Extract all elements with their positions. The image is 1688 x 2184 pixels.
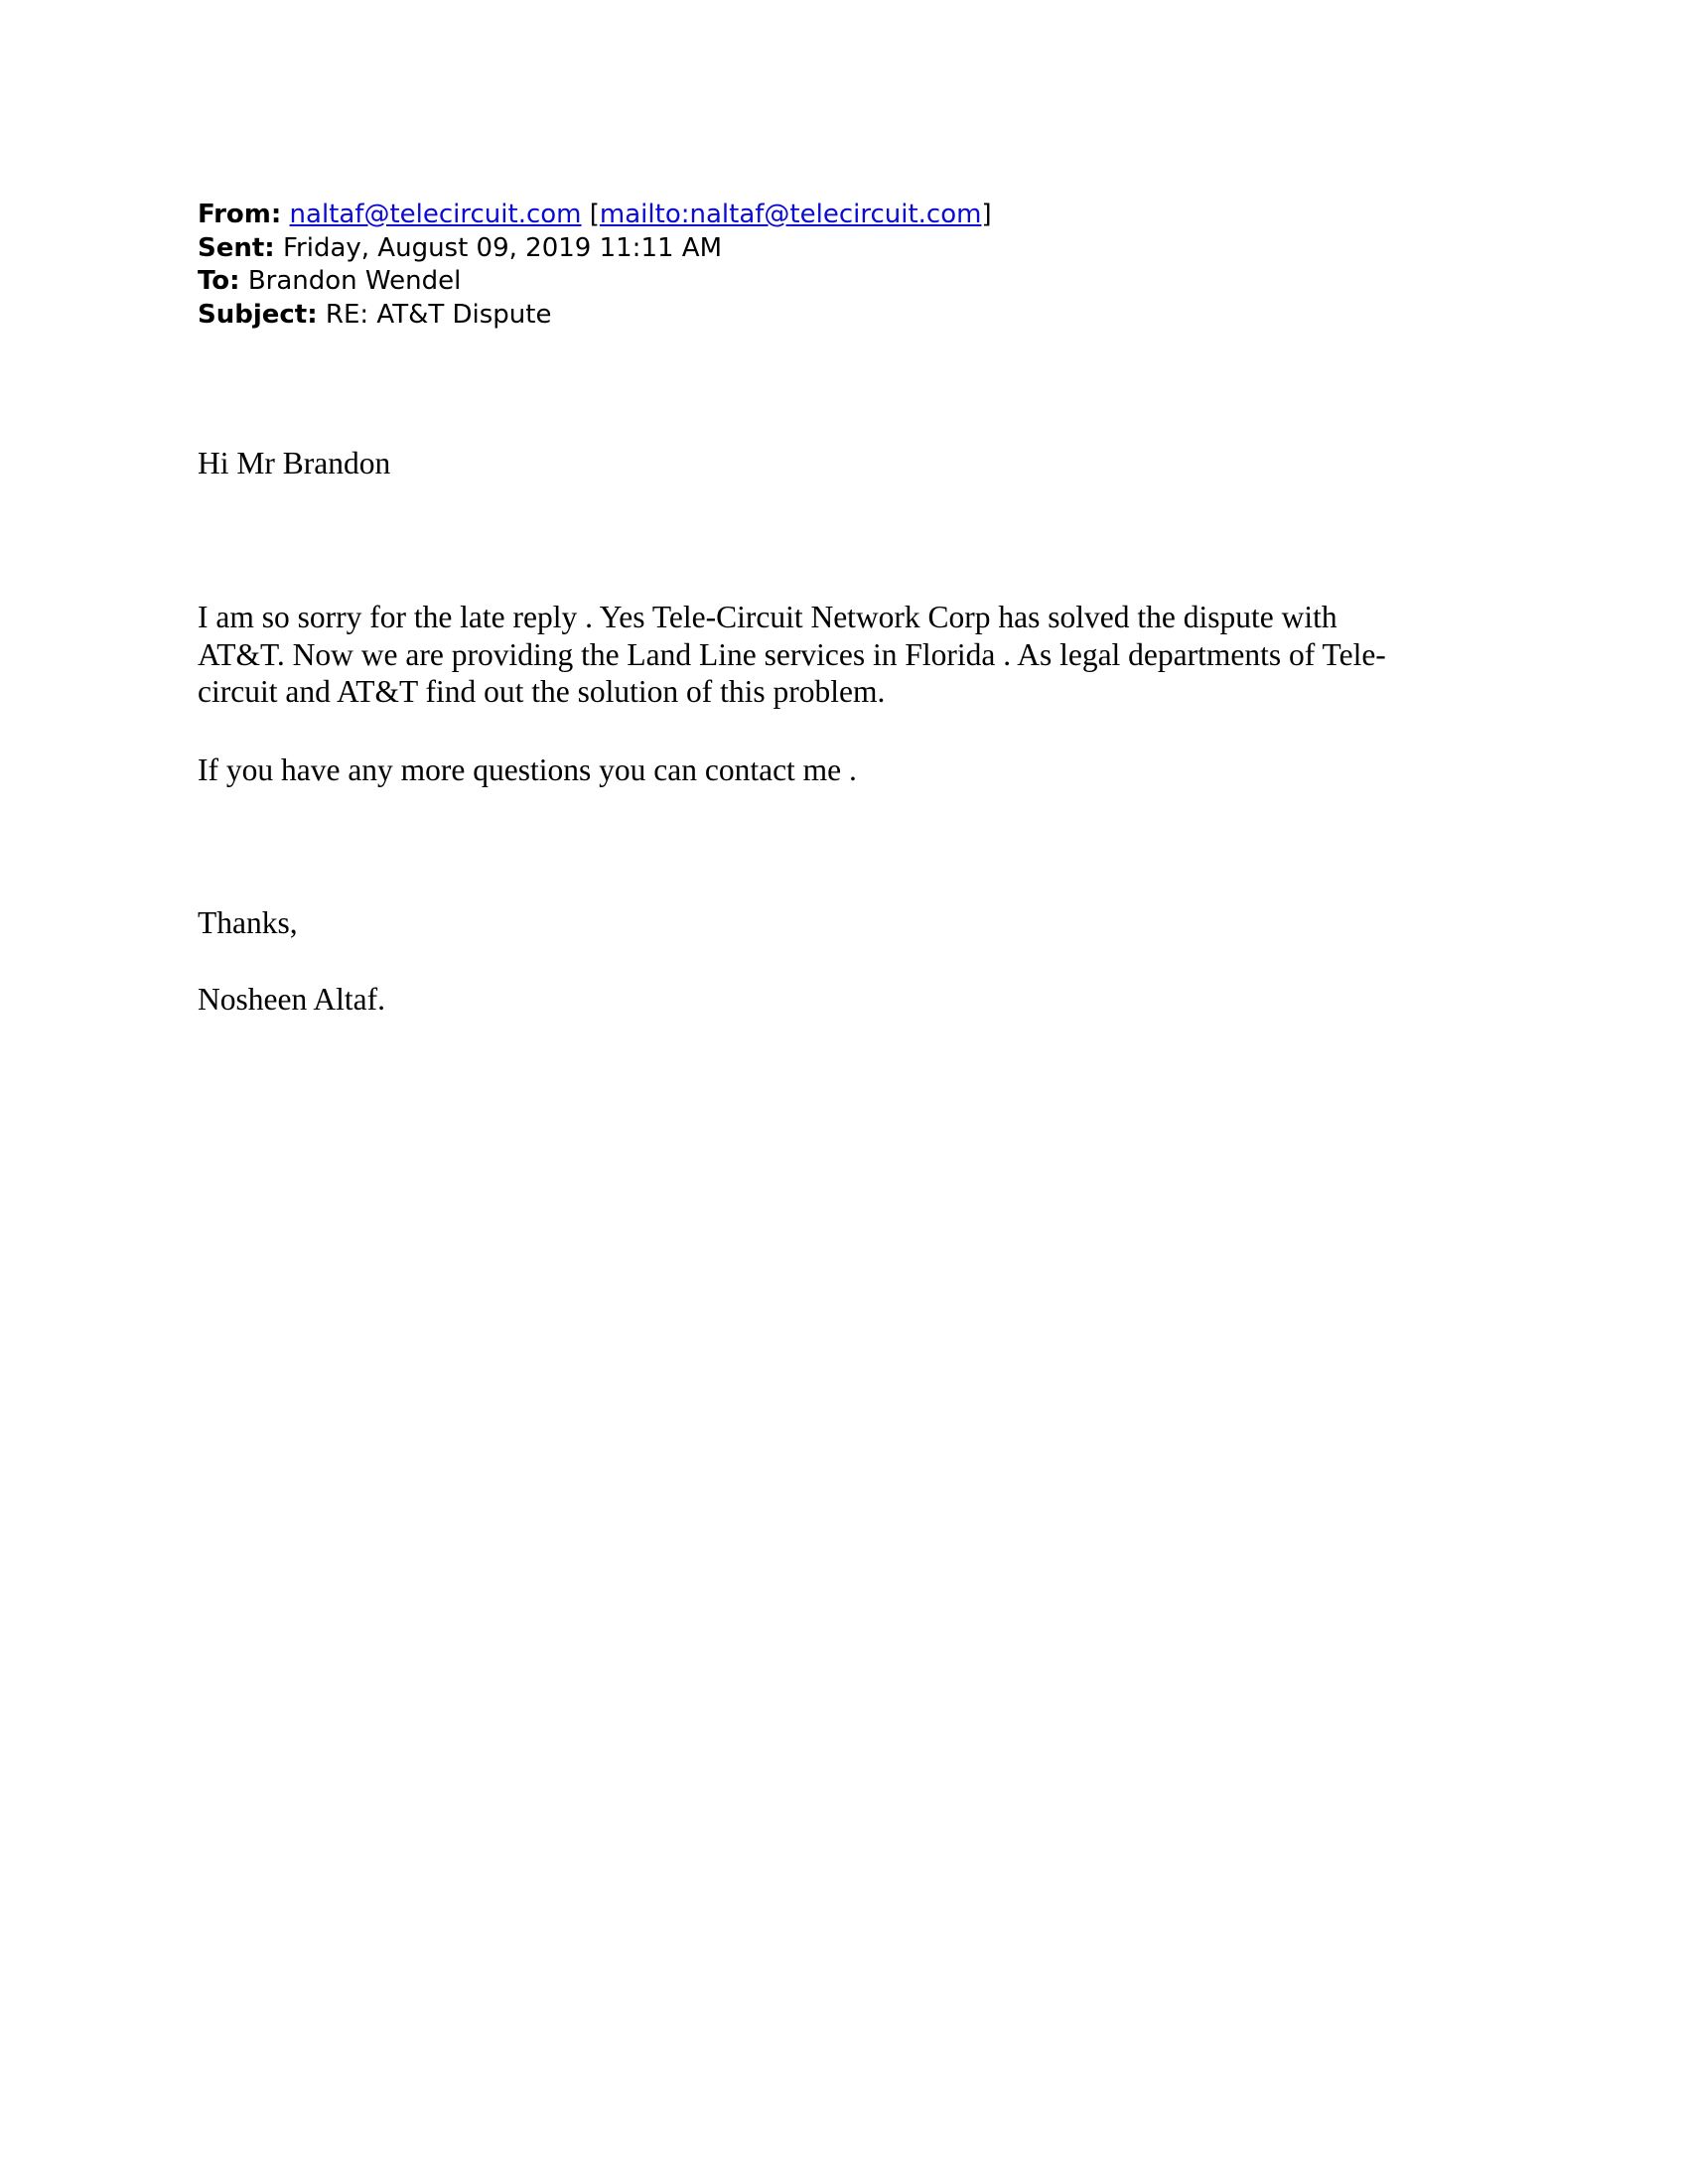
to-label: To: <box>198 266 240 296</box>
body-paragraph <box>198 599 1498 711</box>
subject-label: Subject: <box>198 299 318 330</box>
from-address-link[interactable]: naltaf@telecircuit.com <box>289 200 582 229</box>
sent-row <box>198 232 1488 266</box>
to-row <box>198 265 1488 299</box>
subject-value: RE: AT&T Dispute <box>325 299 552 330</box>
paragraph-line: circuit and AT&T find out the solution of this problem. <box>198 674 886 709</box>
sent-value: Friday, August 09, 2019 11:11 AM <box>282 232 723 263</box>
from-label: From: <box>198 200 282 229</box>
closing: Thanks, <box>198 905 298 940</box>
contact-line: If you have any more questions you can contact me . <box>198 752 857 787</box>
from-row <box>198 199 1488 232</box>
bracket-close: ] <box>981 200 992 229</box>
mailto-link[interactable]: mailto:naltaf@telecircuit.com <box>599 200 982 229</box>
email-header <box>198 199 1488 332</box>
to-value: Brandon Wendel <box>247 266 462 296</box>
bracket-open: [ <box>589 200 600 229</box>
paragraph-line: AT&T. Now we are providing the Land Line services in Florida . As legal departments of Tele- <box>198 636 1386 672</box>
greeting: Hi Mr Brandon <box>198 446 391 480</box>
subject-row <box>198 299 1488 333</box>
sent-label: Sent: <box>198 232 275 263</box>
paragraph-line: I am so sorry for the late reply . Yes Tele-Circuit Network Corp has solved the dispute with <box>198 600 1337 634</box>
signature: Nosheen Altaf. <box>198 982 385 1017</box>
